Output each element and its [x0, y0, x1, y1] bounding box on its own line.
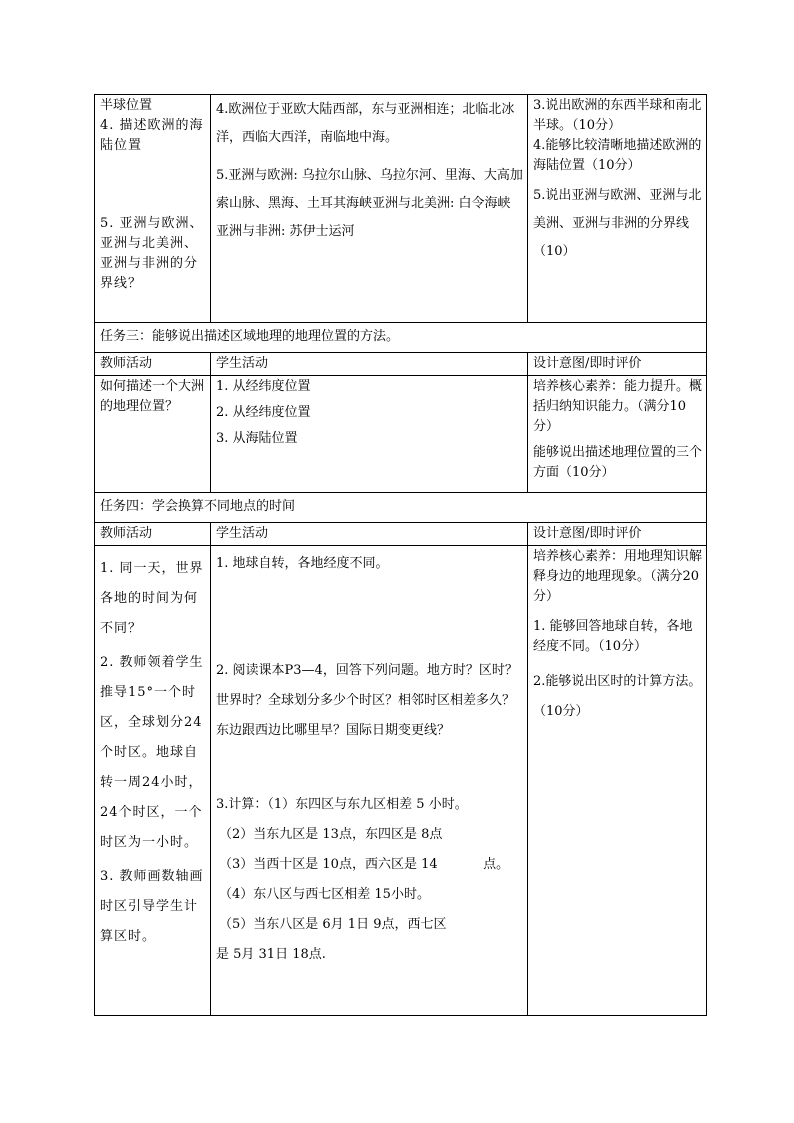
student-activity-cell	[211, 546, 528, 1016]
student-text: （2）当东九区是 13点，东四区是 8点	[219, 827, 443, 842]
student-text: （4）东八区与西七区相差 15小时。	[219, 887, 430, 902]
eval-text: 4.能够比较清晰地描述欧洲的海陆位置（10分）	[533, 138, 702, 173]
header-row	[95, 353, 707, 376]
eval-text: 3.说出欧洲的东西半球和南北半球。（10分）	[533, 98, 702, 133]
column-header: 教师活动	[95, 523, 211, 546]
teacher-text: 4. 描述欧洲的海陆位置	[100, 118, 204, 153]
student-text: （5）当东八区是 6月 1日 9点，西七区	[219, 917, 447, 932]
task-title-row	[95, 493, 707, 523]
eval-text: 2.能够说出区时的计算方法。（10分）	[533, 674, 702, 719]
student-text: 是 5月 31日 18点.	[216, 947, 326, 962]
student-text: 3. 从海陆位置	[216, 431, 298, 446]
student-text: 2. 从经纬度位置	[216, 405, 311, 420]
student-text: （3）当西十区是 10点，西六区是 14 点。	[219, 857, 510, 872]
header-row	[95, 523, 707, 546]
student-activity-cell	[211, 376, 528, 493]
teacher-activity-cell	[95, 546, 211, 1016]
column-header: 学生活动	[211, 353, 528, 376]
column-header: 学生活动	[211, 523, 528, 546]
table-row	[95, 546, 707, 1016]
student-text: 亚洲与非洲: 苏伊士运河	[216, 224, 355, 239]
teacher-text: 5. 亚洲与欧洲、亚洲与北美洲、亚洲与非洲的分界线？	[100, 216, 204, 291]
task3-title: 任务三：能够说出描述区域地理的地理位置的方法。	[95, 323, 707, 353]
teacher-text: 如何描述一个大洲的地理位置？	[100, 379, 205, 414]
student-activity-cell	[211, 95, 528, 323]
teacher-text: 3. 教师画数轴画时区引导学生计算区时。	[100, 869, 204, 944]
teacher-activity-cell	[95, 95, 211, 323]
column-header: 设计意图/即时评价	[528, 353, 707, 376]
student-text: 1. 从经纬度位置	[216, 379, 311, 394]
eval-text: 培养核心素养：用地理知识解释身边的地理现象。（满分20分）	[533, 549, 703, 604]
student-text: 2. 阅读课本P3—4，回答下列问题。地方时？区时？世界时？全球划分多少个时区？相邻时区相差多久？东边跟西边比哪里早？国际日期变更线？	[216, 663, 518, 738]
evaluation-cell	[528, 95, 707, 323]
lesson-plan-table	[94, 94, 707, 1016]
student-text: 3.计算：（1）东四区与东九区相差 5 小时。	[216, 797, 468, 812]
teacher-text: 半球位置	[100, 98, 153, 113]
evaluation-cell	[528, 546, 707, 1016]
task-title-row	[95, 323, 707, 353]
eval-text: 5.说出亚洲与欧洲、亚洲与北美洲、亚洲与非洲的分界线（10）	[533, 188, 702, 259]
eval-text: 1. 能够回答地球自转，各地经度不同。（10分）	[533, 619, 693, 654]
eval-text: 培养核心素养：能力提升。概括归纳知识能力。（满分10分）	[533, 379, 703, 434]
eval-text: 能够说出描述地理位置的三个方面（10分）	[533, 445, 703, 480]
teacher-text: 2. 教师领着学生推导15°一个时区，全球划分24个时区。地球自转一周24小时，24个时区，一个时区为一小时。	[100, 655, 204, 850]
table-row	[95, 376, 707, 493]
task4-title: 任务四：学会换算不同地点的时间	[95, 493, 707, 523]
column-header: 设计意图/即时评价	[528, 523, 707, 546]
teacher-activity-cell	[95, 376, 211, 493]
student-text: 1. 地球自转，各地经度不同。	[216, 556, 389, 571]
column-header: 教师活动	[95, 353, 211, 376]
table-row	[95, 95, 707, 323]
teacher-text: 1. 同一天，世界各地的时间为何不同？	[100, 561, 204, 636]
student-text: 4.欧洲位于亚欧大陆西部，东与亚洲相连；北临北冰洋，西临大西洋，南临地中海。	[216, 102, 515, 145]
student-text: 5.亚洲与欧洲: 乌拉尔山脉、乌拉尔河、里海、大高加索山脉、黑海、土耳其海峡亚洲与北美洲: 白令海峡	[216, 168, 523, 211]
evaluation-cell	[528, 376, 707, 493]
